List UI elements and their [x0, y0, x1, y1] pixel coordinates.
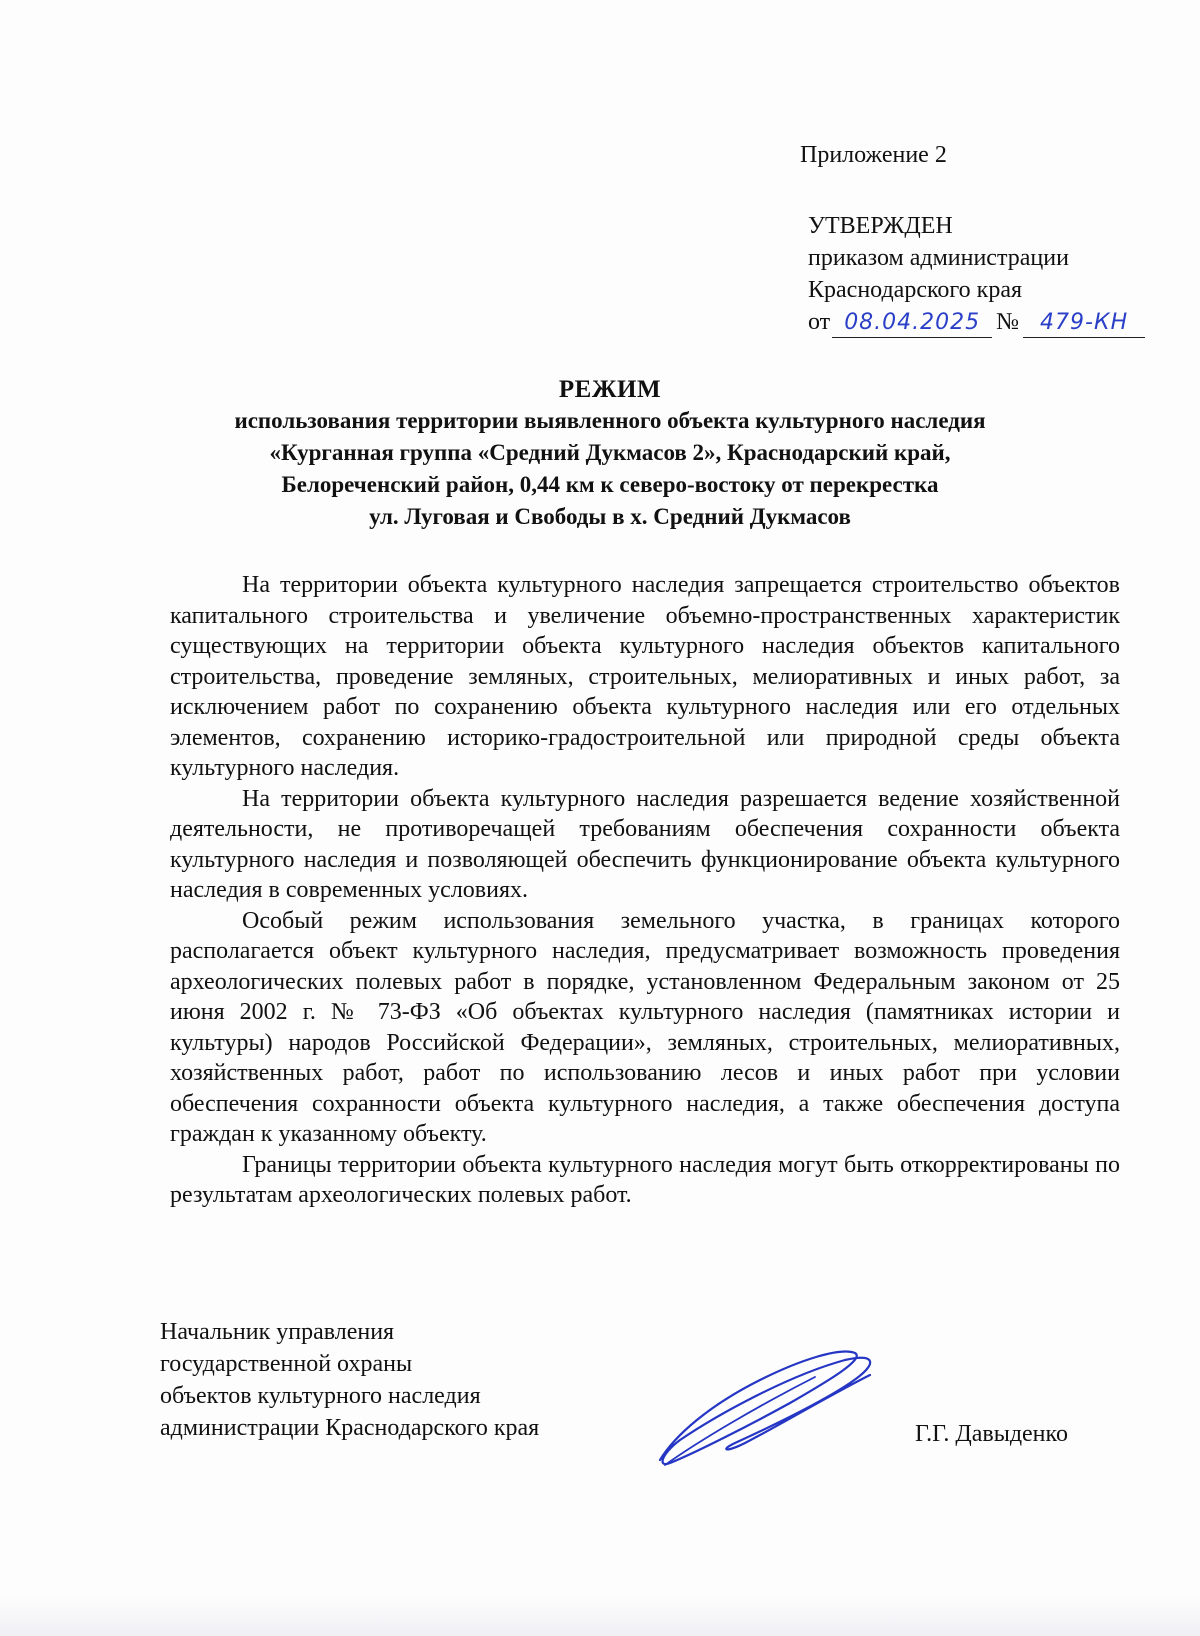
paragraph-boundaries: Границы территории объекта культурного наследия могут быть откорректированы по результатам археологических полевых работ. — [170, 1151, 1120, 1208]
paragraph-prohibitions: На территории объекта культурного наследия запрещается строительство объектов капитального строительства и увеличение объемно-пространственных характеристик существующих на территории объекта культурного наследия объектов капитального строительства, проведение земляных, строительных, мелиоративных и иных работ, за исключением работ по сохранению объекта культурного наследия или его отдельных элементов, сохранению историко-градостроительной или природной среды объекта культурного наследия. — [170, 572, 1120, 781]
order-number-handwritten: 479-КН — [1023, 309, 1145, 338]
signer-name: Г.Г. Давыденко — [915, 1421, 1068, 1447]
title-line-1: использования территории выявленного объекта культурного наследия — [234, 408, 986, 433]
title-line-3: Белореченский район, 0,44 км к северо-востоку от перекрестка — [281, 472, 939, 497]
approved-by-line-1: приказом администрации — [808, 245, 1069, 271]
scan-shadow — [0, 1596, 1200, 1636]
order-line — [808, 306, 1145, 338]
attachment-label: Приложение 2 — [800, 142, 947, 168]
paragraph-special-regime: Особый режим использования земельного участка, в границах которого располагается объект культурного наследия, предусматривает возможность проведения археологических полевых работ в порядке, установленном Федеральным законом от 25 июня 2002 г. № 73-ФЗ «Об объектах культурного наследия (памятниках истории и культуры) народов Российской Федерации», земляных, строительных, мелиоративных, хозяйственных работ, работ по использованию лесов и иных работ при условии обеспечения сохранности объекта культурного наследия, а также обеспечения доступа граждан к указанному объекту. — [170, 907, 1120, 1147]
order-date-handwritten: 08.04.2025 — [832, 309, 992, 338]
approved-label: УТВЕРЖДЕН — [808, 213, 953, 239]
paragraph-permitted: На территории объекта культурного наследия разрешается ведение хозяйственной деятельности, не противоречащей требованиям обеспечения сохранности объекта культурного наследия и позволяющей обеспечить функционирование объекта культурного наследия в современных условиях. — [170, 785, 1120, 903]
order-prefix: от — [808, 309, 831, 335]
title-line-2: «Курганная группа «Средний Дукмасов 2», Краснодарский край, — [269, 440, 951, 465]
signer-position-line-1: Начальник управления — [160, 1319, 395, 1345]
signer-position — [160, 1316, 539, 1444]
handwritten-signature — [640, 1335, 900, 1485]
signer-position-line-4: администрации Краснодарского края — [160, 1415, 540, 1441]
title-line-4: ул. Луговая и Свободы в х. Средний Дукмасов — [369, 504, 851, 529]
signer-position-line-3: объектов культурного наследия — [160, 1383, 481, 1409]
number-sign: № — [996, 309, 1020, 335]
title-main: РЕЖИМ — [558, 376, 662, 403]
document-body — [170, 570, 1120, 1211]
approval-block — [808, 210, 1145, 338]
signer-position-line-2: государственной охраны — [160, 1351, 413, 1377]
approved-by-line-2: Краснодарского края — [808, 277, 1023, 303]
document-title — [140, 375, 1080, 533]
